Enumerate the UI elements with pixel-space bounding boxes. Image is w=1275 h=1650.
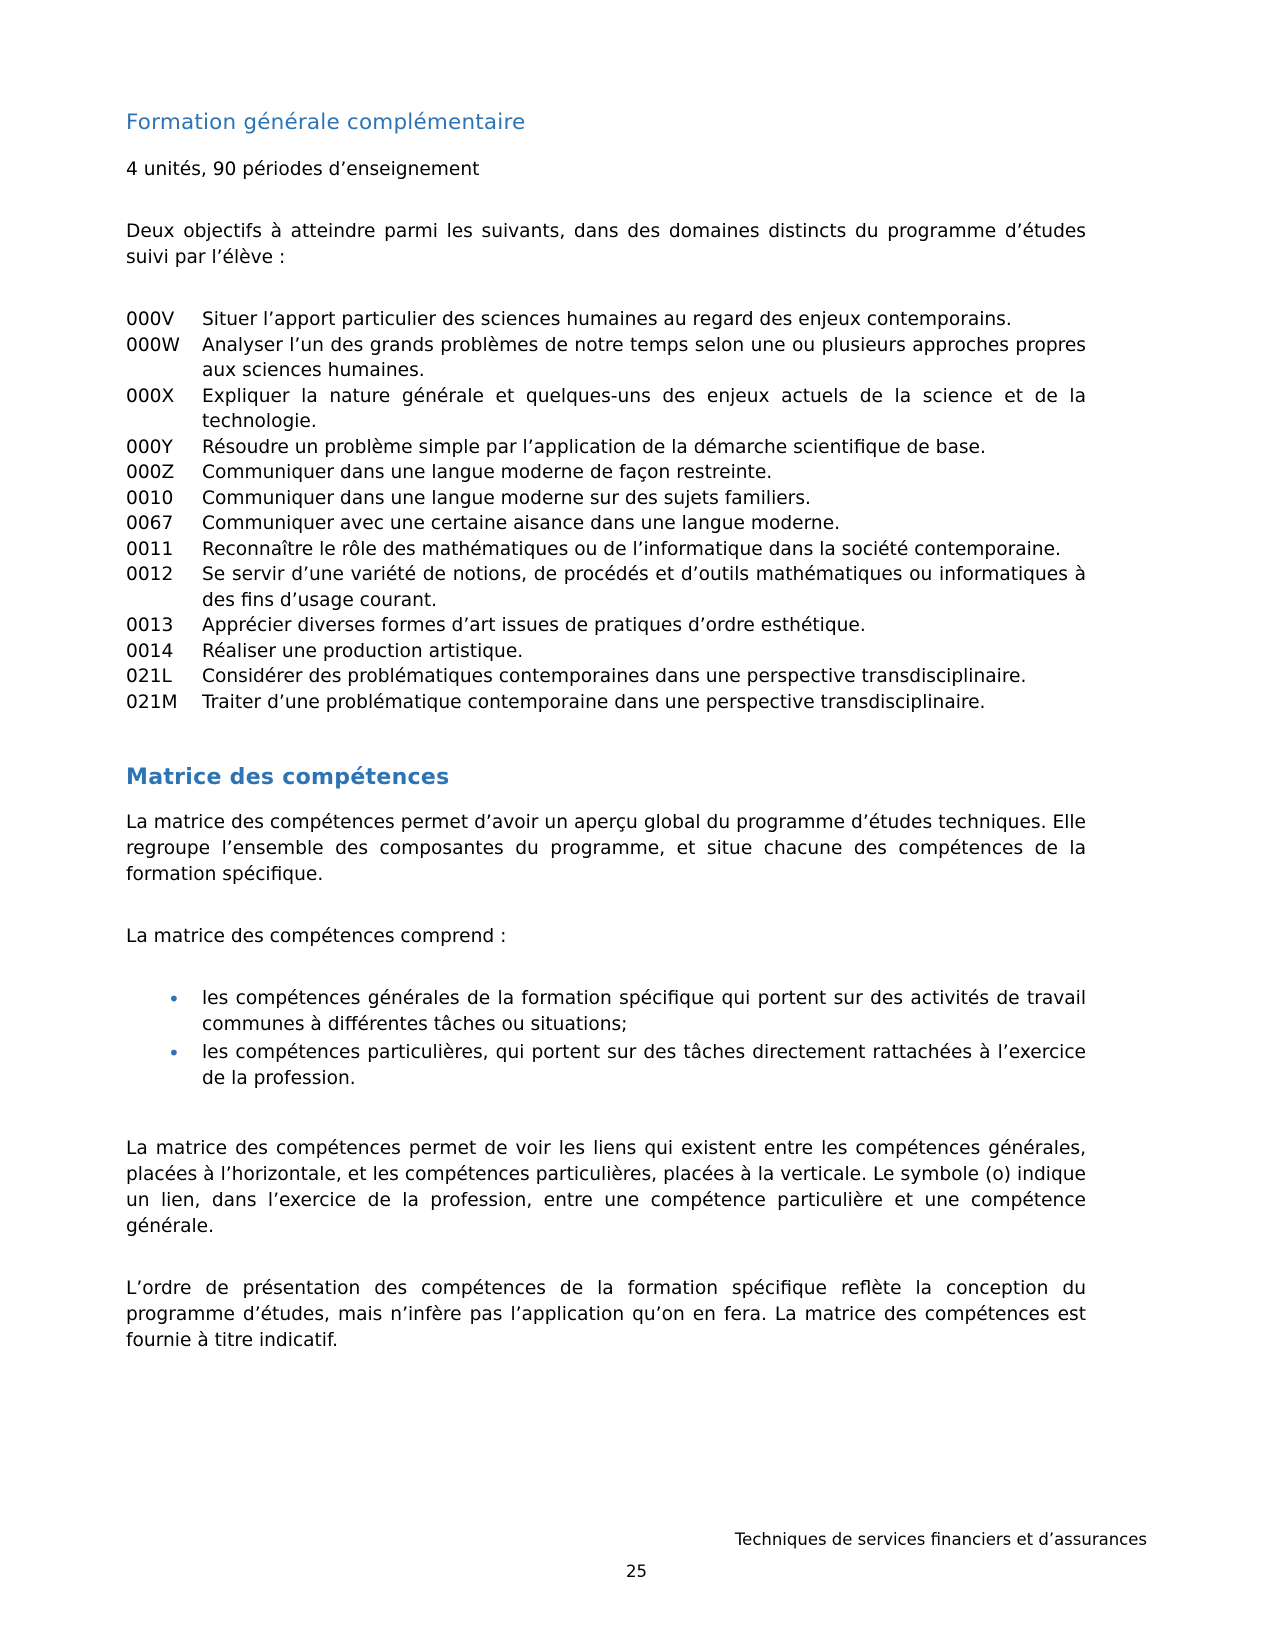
intro-paragraph: Deux objectifs à atteindre parmi les suivants, dans des domaines distincts du programme d’études suivi par l’élève : <box>126 221 1086 268</box>
objective-text: Communiquer avec une certaine aisance dans une langue moderne. <box>202 513 841 534</box>
objective-text: Se servir d’une variété de notions, de procédés et d’outils mathématiques ou informatiques à des fins d’usage courant. <box>202 564 1086 611</box>
list-item <box>126 1040 1086 1092</box>
objective-text: Considérer des problématiques contemporaines dans une perspective transdisciplinaire. <box>202 666 1027 687</box>
objective-text: Communiquer dans une langue moderne sur des sujets familiers. <box>202 487 811 509</box>
list-item <box>126 986 1086 1038</box>
spacer <box>126 908 1086 924</box>
table-row <box>126 460 1086 486</box>
matrice-bullet-list <box>126 986 1086 1092</box>
table-row <box>126 664 1086 690</box>
objective-text: Communiquer dans une langue moderne de façon restreinte. <box>202 462 773 483</box>
objective-code: 000Y <box>126 436 173 458</box>
footer-program-name: Techniques de services financiers et d’assurances <box>734 1530 1147 1549</box>
objective-text: Reconnaître le rôle des mathématiques ou de l’informatique dans la société contemporaine. <box>202 538 1061 560</box>
spacer <box>126 1260 1086 1276</box>
objectives-table <box>126 307 1086 715</box>
spacer <box>126 970 1086 986</box>
list-item-label: les compétences générales de la formation spécifique qui portent sur des activités de travail communes à différentes tâches ou situations; <box>202 988 1086 1035</box>
objective-code: 0014 <box>126 640 174 662</box>
objective-code: 000V <box>126 309 175 330</box>
page-content <box>126 110 1086 1354</box>
objective-text: Traiter d’une problématique contemporaine dans une perspective transdisciplinaire. <box>202 691 986 713</box>
table-row <box>126 537 1086 563</box>
objective-code: 000Z <box>126 462 175 483</box>
objective-code: 0011 <box>126 538 174 560</box>
matrice-paragraph-2: La matrice des compétences comprend : <box>126 926 507 947</box>
objective-text: Analyser l’un des grands problèmes de notre temps selon une ou plusieurs approches propres aux sciences humaines. <box>202 334 1086 381</box>
objective-text: Réaliser une production artistique. <box>202 640 524 662</box>
objective-code: 000W <box>126 334 180 356</box>
objective-text: Expliquer la nature générale et quelques-uns des enjeux actuels de la science et de la technologie. <box>202 385 1086 432</box>
table-row <box>126 384 1086 435</box>
objective-code: 0067 <box>126 513 174 534</box>
page-number: 25 <box>626 1562 647 1581</box>
bullet-dot-icon: • <box>168 987 180 1011</box>
page-footer <box>126 1530 1147 1590</box>
list-item-label: les compétences particulières, qui portent sur des tâches directement rattachées à l’exercice de la profession. <box>202 1042 1086 1089</box>
objective-text: Situer l’apport particulier des sciences humaines au regard des enjeux contemporains. <box>202 309 1012 330</box>
spacer <box>126 721 1086 765</box>
objective-code: 021L <box>126 666 172 687</box>
table-row <box>126 562 1086 613</box>
table-row <box>126 690 1086 716</box>
units-line: 4 unités, 90 périodes d’enseignement <box>126 159 480 180</box>
table-row <box>126 613 1086 639</box>
matrice-paragraph-3: La matrice des compétences permet de voir les liens qui existent entre les compétences générales, placées à l’horizontale, et les compétences particulières, placées à la verticale. Le symbole (o) indique un lien, dans l’exercice de la profession, entre une compétence particulière et une compétence générale. <box>126 1138 1086 1237</box>
matrice-paragraph-4: L’ordre de présentation des compétences de la formation spécifique reflète la conception du programme d’études, mais n’infère pas l’application qu’on en fera. La matrice des compétences est fournie à titre indicatif. <box>126 1278 1086 1351</box>
table-row <box>126 307 1086 333</box>
table-row <box>126 435 1086 461</box>
objective-code: 0010 <box>126 487 174 509</box>
matrice-paragraph-1: La matrice des compétences permet d’avoir un aperçu global du programme d’études techniques. Elle regroupe l’ensemble des composantes du programme, et situe chacune des compétences de la formation spécifique. <box>126 812 1086 885</box>
table-row <box>126 333 1086 384</box>
section-heading-matrice: Matrice des compétences <box>126 765 450 790</box>
objective-code: 000X <box>126 385 175 407</box>
spacer <box>126 1112 1086 1136</box>
table-row <box>126 639 1086 665</box>
spacer <box>126 291 1086 307</box>
page-title-formation-generale: Formation générale complémentaire <box>126 110 526 135</box>
objective-text: Apprécier diverses formes d’art issues de pratiques d’ordre esthétique. <box>202 615 866 636</box>
bullet-dot-icon: • <box>168 1041 180 1065</box>
objective-text: Résoudre un problème simple par l’application de la démarche scientifique de base. <box>202 436 986 458</box>
objective-code: 0013 <box>126 615 174 636</box>
objective-code: 0012 <box>126 564 174 585</box>
objective-code: 021M <box>126 691 178 713</box>
table-row <box>126 486 1086 512</box>
table-row <box>126 511 1086 537</box>
spacer <box>126 203 1086 219</box>
